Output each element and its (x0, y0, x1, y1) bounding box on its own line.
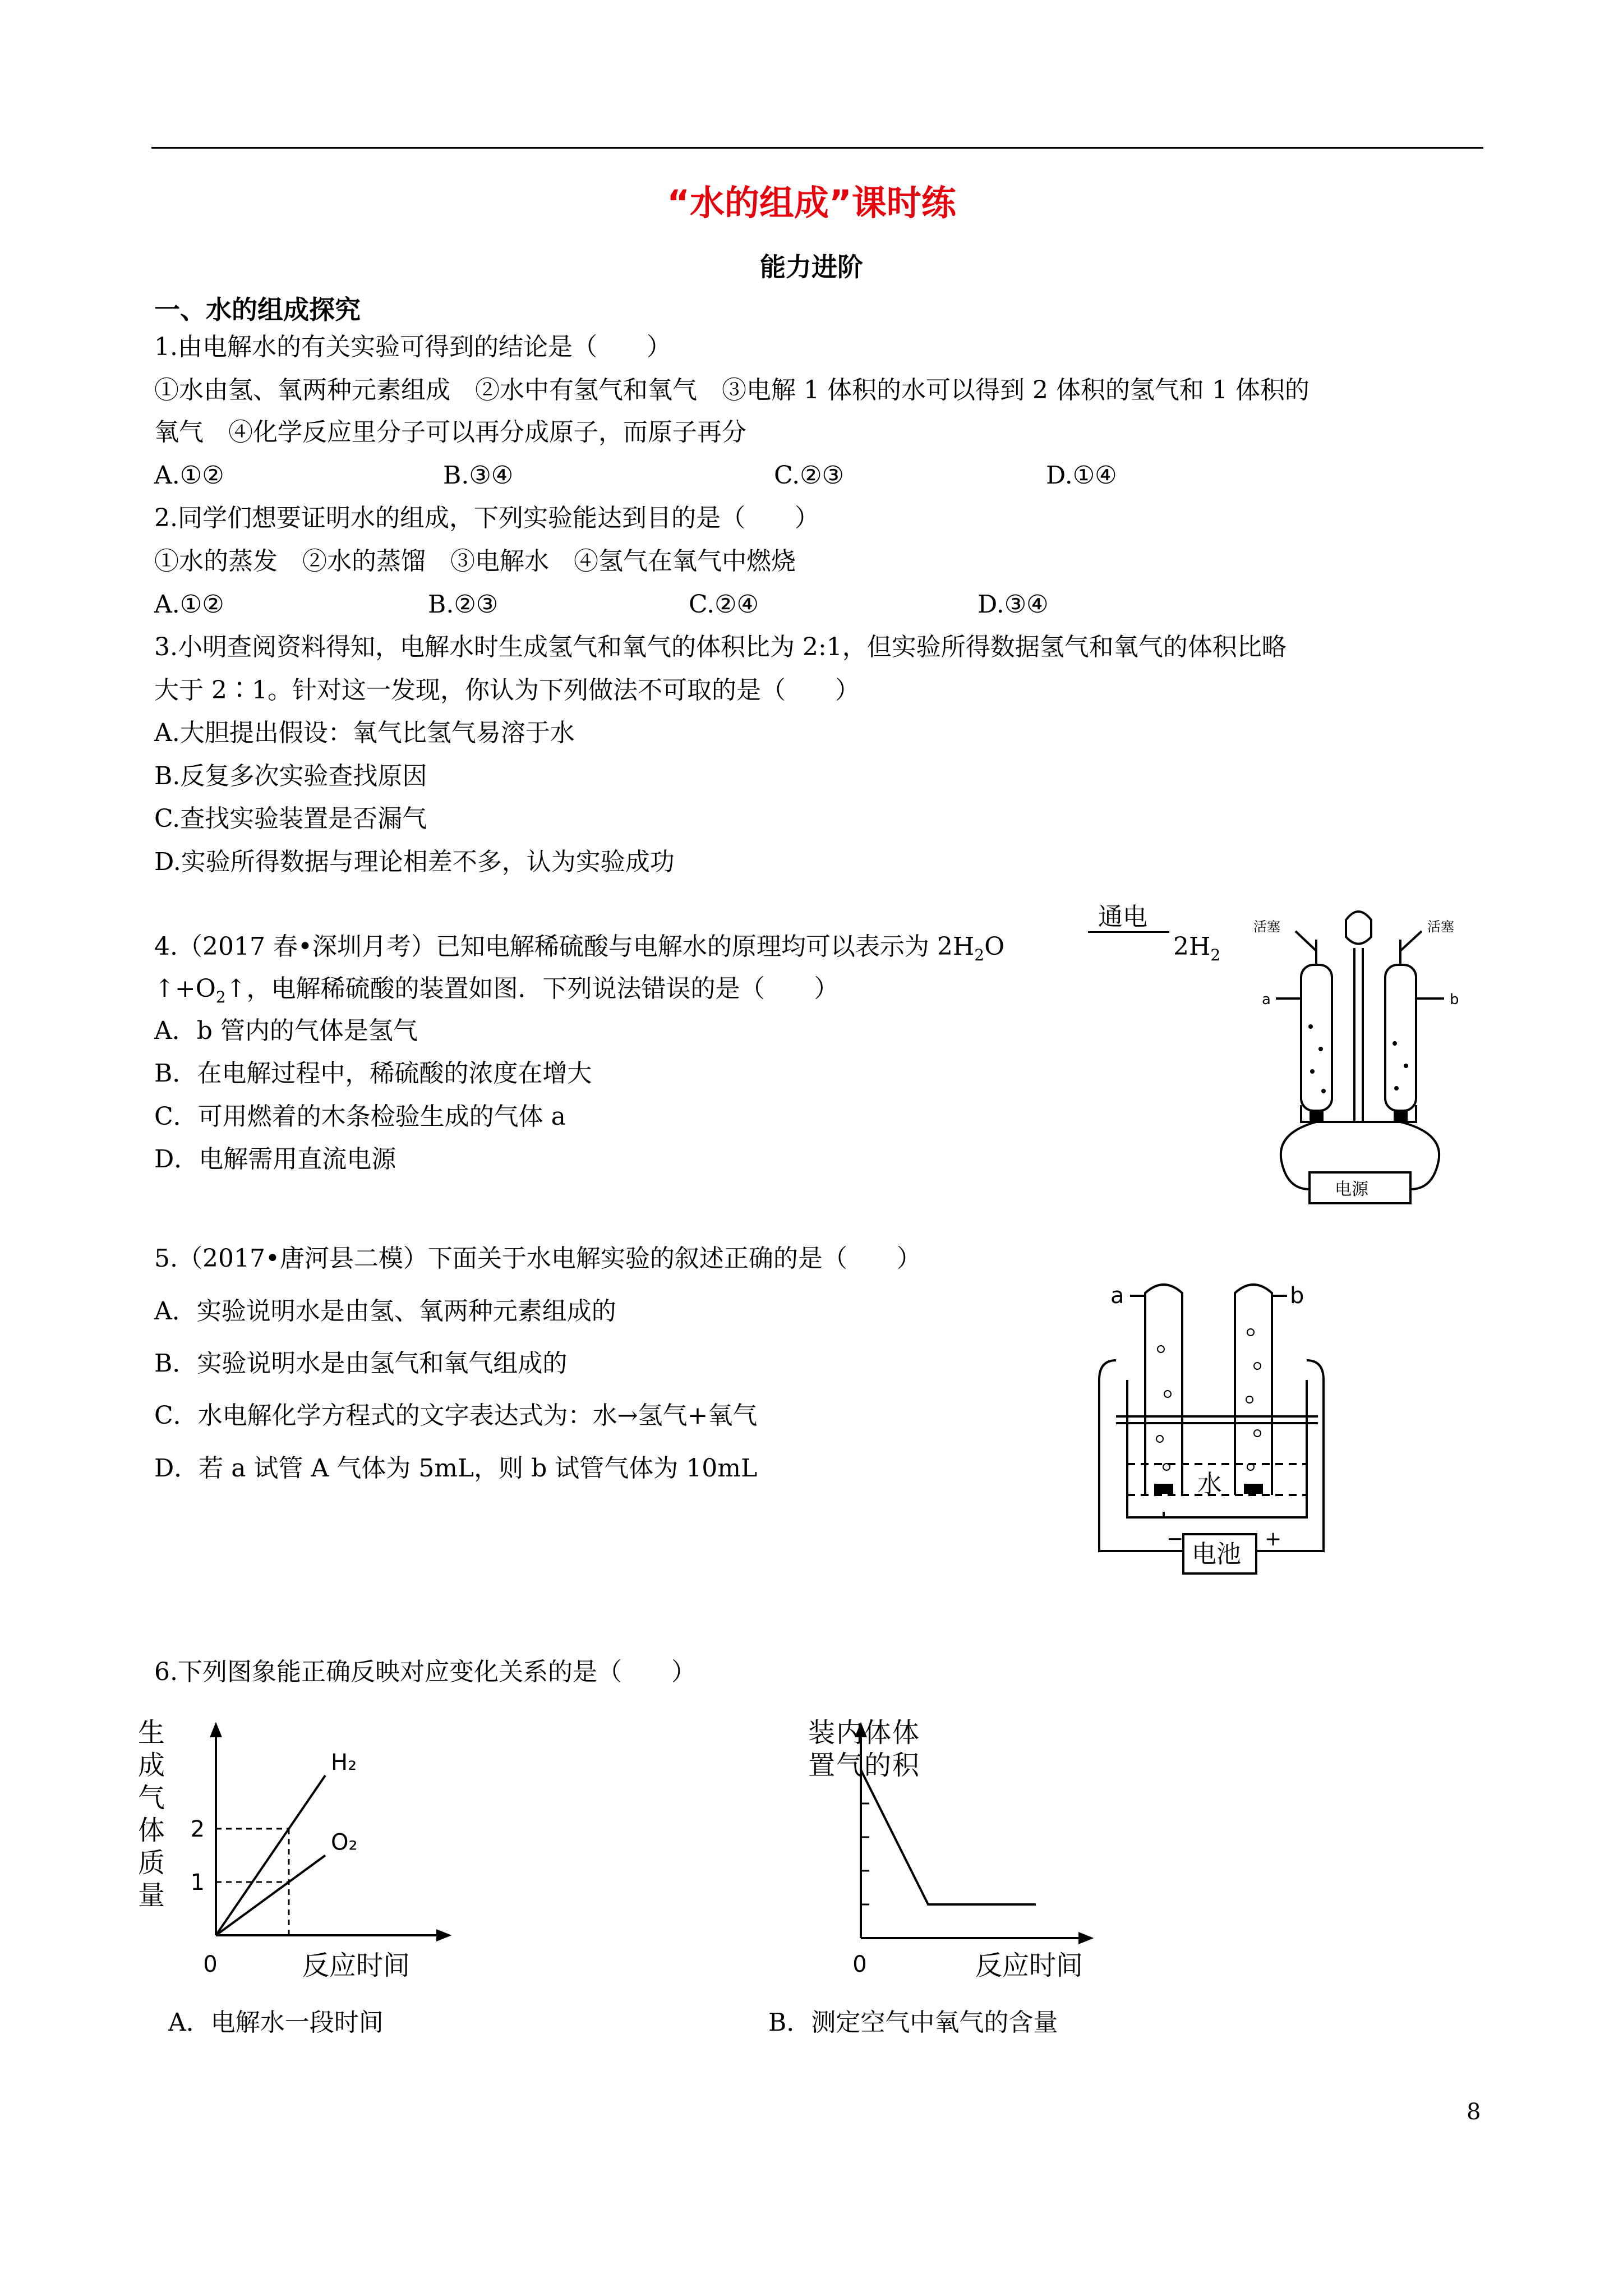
q5-option-d: D．若 a 试管 A 气体为 5mL，则 b 试管气体为 10mL (154, 1454, 758, 1483)
q4-sub: 2 (974, 945, 985, 964)
q5-water-label: 水 (1197, 1470, 1222, 1498)
ylabel-char: 体 (137, 1815, 165, 1846)
q5-battery-label: 电池 (1192, 1540, 1241, 1568)
chart-a (137, 1705, 465, 1986)
q2-option-d: D.③④ (978, 590, 1049, 619)
chart-b (766, 1705, 1102, 1986)
q4-left-tube (1301, 965, 1332, 1111)
chart-a-ytick: 1 (190, 1870, 205, 1895)
q1-option-b: B.③④ (443, 461, 514, 490)
q4-option-a: A．b 管内的气体是氢气 (154, 1016, 418, 1045)
ylabel-char: 体 (892, 1717, 920, 1749)
ylabel-char: 的 (864, 1750, 892, 1781)
ylabel-char: 生 (137, 1717, 165, 1749)
chart-a-series-label: O₂ (331, 1829, 358, 1856)
page-number: 8 (1467, 2099, 1481, 2125)
q4-o: O (984, 932, 1005, 961)
q4-o2-sub: 2 (215, 987, 226, 1006)
q4-line1 (154, 932, 1004, 970)
chart-b-marks (861, 1770, 1036, 1904)
q2-line1: ①水的蒸发 ②水的蒸馏 ③电解水 ④氢气在氧气中燃烧 (154, 547, 796, 576)
q6-caption-b: B．测定空气中氧气的含量 (768, 2008, 1058, 2037)
q5-tube-a (1145, 1285, 1182, 1495)
q4-apparatus-figure (1242, 898, 1483, 1212)
chart-a-ytick: 2 (190, 1816, 205, 1842)
q4-line2 (154, 974, 839, 1012)
q4-line2-text: ↑+O (154, 974, 216, 1003)
page-subtitle: 能力进阶 (760, 252, 863, 282)
ylabel-char: 积 (892, 1750, 920, 1781)
chart-b-ylabel (808, 1717, 920, 1781)
q4-label-a: a (1262, 991, 1271, 1008)
q5-label-b: b (1290, 1283, 1304, 1309)
q4-h2-sub: 2 (1210, 945, 1221, 964)
q1-line2: 氧气 ④化学反应里分子可以再分成原子，而原子再分 (154, 418, 746, 447)
q3-line1: 3.小明查阅资料得知，电解水时生成氢气和氧气的体积比为 2:1，但实验所得数据氢气和氧气的体积比略 (154, 633, 1287, 661)
q3-option-d: D.实验所得数据与理论相差不多，认为实验成功 (154, 848, 675, 876)
chart-a-series-line (216, 1775, 325, 1935)
q4-stopper-left-label: 活塞 (1253, 919, 1280, 935)
chart-b-origin: 0 (852, 1952, 867, 1977)
chart-a-origin: 0 (203, 1952, 218, 1977)
chart-a-series-line (216, 1856, 325, 1936)
q2-option-c: C.②④ (689, 590, 759, 619)
q1-option-c: C.②③ (774, 461, 844, 490)
q4-funnel (1346, 912, 1371, 944)
q3-option-a: A.大胆提出假设：氧气比氢气易溶于水 (154, 719, 575, 747)
ylabel-char: 成 (137, 1750, 165, 1781)
q5-stem: 5.（2017•唐河县二模）下面关于水电解实验的叙述正确的是（ ） (154, 1244, 921, 1273)
chart-a-xlabel: 反应时间 (302, 1950, 411, 1981)
header-rule (151, 147, 1483, 149)
q4-equation-bar (1088, 931, 1169, 933)
ylabel-char: 装 (808, 1717, 836, 1749)
section-heading: 一、水的组成探究 (154, 295, 361, 325)
q4-condition: 通电 (1098, 903, 1147, 931)
ylabel-char: 气 (836, 1750, 864, 1781)
ylabel-char: 气 (137, 1782, 165, 1814)
q1-stem: 1.由电解水的有关实验可得到的结论是（ ） (154, 333, 671, 361)
q4-option-c: C．可用燃着的木条检验生成的气体 a (154, 1102, 566, 1131)
q3-option-c: C.查找实验装置是否漏气 (154, 804, 427, 833)
q1-line1: ①水由氢、氧两种元素组成 ②水中有氢气和氧气 ③电解 1 体积的水可以得到 2 体积的氢气和 1 体积的 (154, 376, 1310, 404)
q6-caption-a: A．电解水一段时间 (168, 2008, 384, 2037)
q4-power-label: 电源 (1335, 1180, 1368, 1199)
q6-stem: 6.下列图象能正确反映对应变化关系的是（ ） (154, 1658, 696, 1686)
chart-b-xlabel: 反应时间 (975, 1950, 1083, 1981)
ylabel-char: 体 (864, 1717, 892, 1749)
q2-option-a: A.①② (154, 590, 224, 619)
q3-line2: 大于 2∶1。针对这一发现，你认为下列做法不可取的是（ ） (154, 676, 860, 705)
page-title: “水的组成”课时练 (667, 182, 956, 223)
ylabel-char: 内 (836, 1717, 864, 1749)
q5-label-a: a (1110, 1283, 1124, 1309)
chart-a-ylabel (138, 1717, 165, 1911)
q4-label-b: b (1450, 991, 1459, 1008)
q4-stopper-right-label: 活塞 (1427, 919, 1454, 935)
q5-option-b: B．实验说明水是由氢气和氧气组成的 (154, 1349, 568, 1378)
q1-option-d: D.①④ (1046, 461, 1117, 490)
q5-apparatus-figure (1082, 1282, 1340, 1596)
q4-option-d: D．电解需用直流电源 (154, 1145, 396, 1174)
q2-option-b: B.②③ (428, 590, 499, 619)
q5-plus-label: + (1265, 1527, 1282, 1550)
q4-h2-text: 2H (1173, 932, 1211, 961)
q5-minus-label: − (1166, 1527, 1184, 1550)
q4-line2-post: ↑，电解稀硫酸的装置如图．下列说法错误的是（ ） (225, 974, 839, 1003)
q5-option-a: A．实验说明水是由氢、氧两种元素组成的 (154, 1297, 616, 1326)
ylabel-char: 量 (137, 1880, 165, 1911)
q4-line1-text: 4.（2017 春•深圳月考）已知电解稀硫酸与电解水的原理均可以表示为 2H (154, 932, 975, 961)
q2-stem: 2.同学们想要证明水的组成，下列实验能达到目的是（ ） (154, 504, 819, 532)
q4-option-b: B．在电解过程中，稀硫酸的浓度在增大 (154, 1059, 592, 1088)
chart-a-series-label: H₂ (331, 1750, 357, 1775)
q4-right-tube (1385, 965, 1416, 1111)
q1-option-a: A.①② (154, 461, 224, 490)
chart-b-series-line (861, 1770, 1036, 1904)
ylabel-char: 质 (137, 1847, 165, 1879)
q4-h2 (1173, 932, 1220, 970)
ylabel-char: 置 (808, 1750, 836, 1781)
q5-option-c: C．水电解化学方程式的文字表达式为：水→氢气+氧气 (154, 1401, 758, 1430)
q3-option-b: B.反复多次实验查找原因 (154, 762, 427, 790)
